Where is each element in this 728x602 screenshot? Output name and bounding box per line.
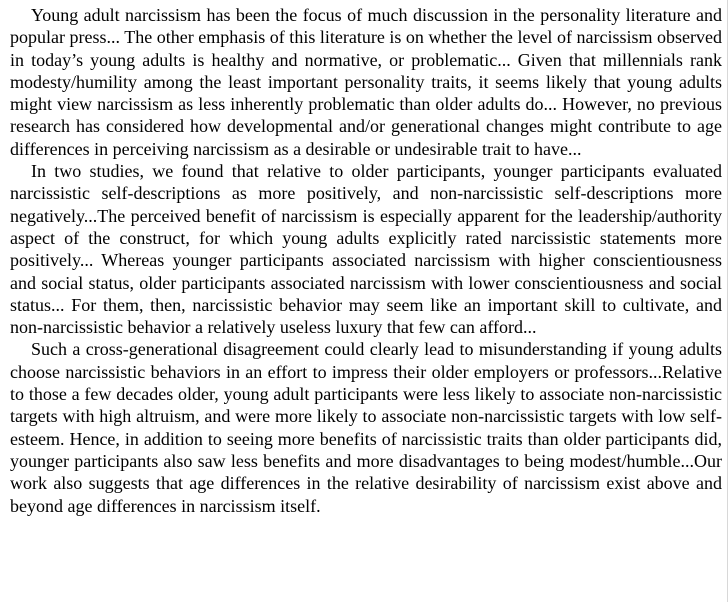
paragraph-3: Such a cross-generational disagreement could clearly lead to misunderstanding if young adults choose narcissistic behaviors in an effort to impress their older employers or professors...Relative to those a few decades older, young adult participants were less likely to associate non-narcissistic targets with high altruism, and were more likely to associate non-narcissistic targets with low self-esteem. Hence, in addition to seeing more benefits of narcissistic traits than older participants did, younger participants also saw less benefits and more disadvantages to being modest/humble...Our work also suggests that age differences in the relative desirability of narcissism exist above and beyond age differences in narcissism itself. bbox=[10, 339, 722, 516]
paragraph-2: In two studies, we found that relative to older participants, younger participants evaluated narcissistic self-descriptions as more positively, and non-narcissistic self-descriptions more negatively...The perceived benefit of narcissism is especially apparent for the leadership/authority aspect of the construct, for which young adults explicitly rated narcissistic statements more positively... Whereas younger participants associated narcissism with higher conscientiousness and social status, older participants associated narcissism with lower conscientiousness and social status... For them, then, narcissistic behavior may seem like an important skill to cultivate, and non-narcissistic behavior a relatively useless luxury that few can afford... bbox=[10, 161, 722, 338]
paragraph-1: Young adult narcissism has been the focus of much discussion in the personality literature and popular press... The other emphasis of this literature is on whether the level of narcissism observed in today’s young adults is healthy and normative, or problematic... Given that millennials rank modesty/humility among the least important personality traits, it seems likely that young adults might view narcissism as less inherently problematic than older adults do... However, no previous research has considered how developmental and/or generational changes might contribute to age differences in perceiving narcissism as a desirable or undesirable trait to have... bbox=[10, 5, 722, 159]
document-body bbox=[10, 4, 722, 517]
